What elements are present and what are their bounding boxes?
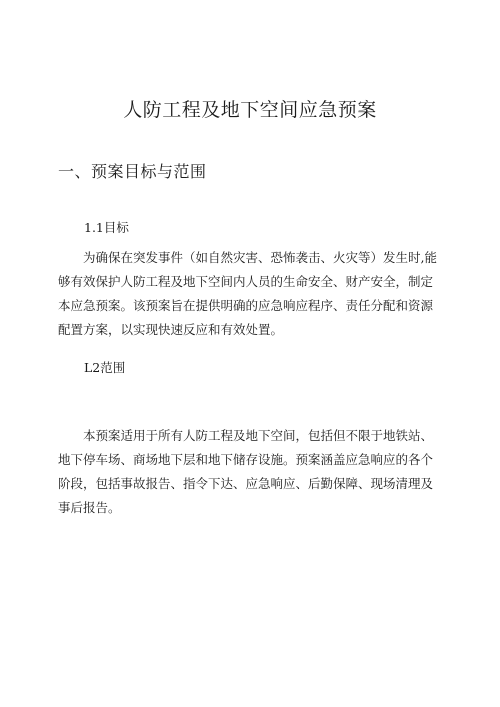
paragraph-line: 本预案适用于所有人防工程及地下空间，包括但不限于地铁站、 xyxy=(83,428,434,443)
section-heading: 一、预案目标与范围 xyxy=(58,162,207,181)
paragraph-line: 配置方案，以实现快速反应和有效处置。 xyxy=(58,322,284,337)
scope-paragraph xyxy=(58,424,450,520)
document-title: 人防工程及地下空间应急预案 xyxy=(123,99,377,121)
subsection-heading-goal: 1.1目标 xyxy=(84,220,129,235)
paragraph-line: 阶段，包括事故报告、指令下达、应急响应、后勤保障、现场清理及 xyxy=(58,476,434,491)
paragraph-line: 地下停车场、商场地下层和地下储存设施。预案涵盖应急响应的各个 xyxy=(58,452,434,467)
paragraph-line: 事后报告。 xyxy=(58,500,121,515)
paragraph-line: 为确保在突发事件（如自然灾害、恐怖袭击、火灾等）发生时,能 xyxy=(83,250,437,265)
paragraph-line: 够有效保护人防工程及地下空间内人员的生命安全、财产安全，制定 xyxy=(58,274,434,289)
paragraph-line: 本应急预案。该预案旨在提供明确的应急响应程序、责任分配和资源 xyxy=(58,298,434,313)
goal-paragraph xyxy=(58,246,450,342)
subsection-heading-scope: L2范围 xyxy=(84,360,126,375)
